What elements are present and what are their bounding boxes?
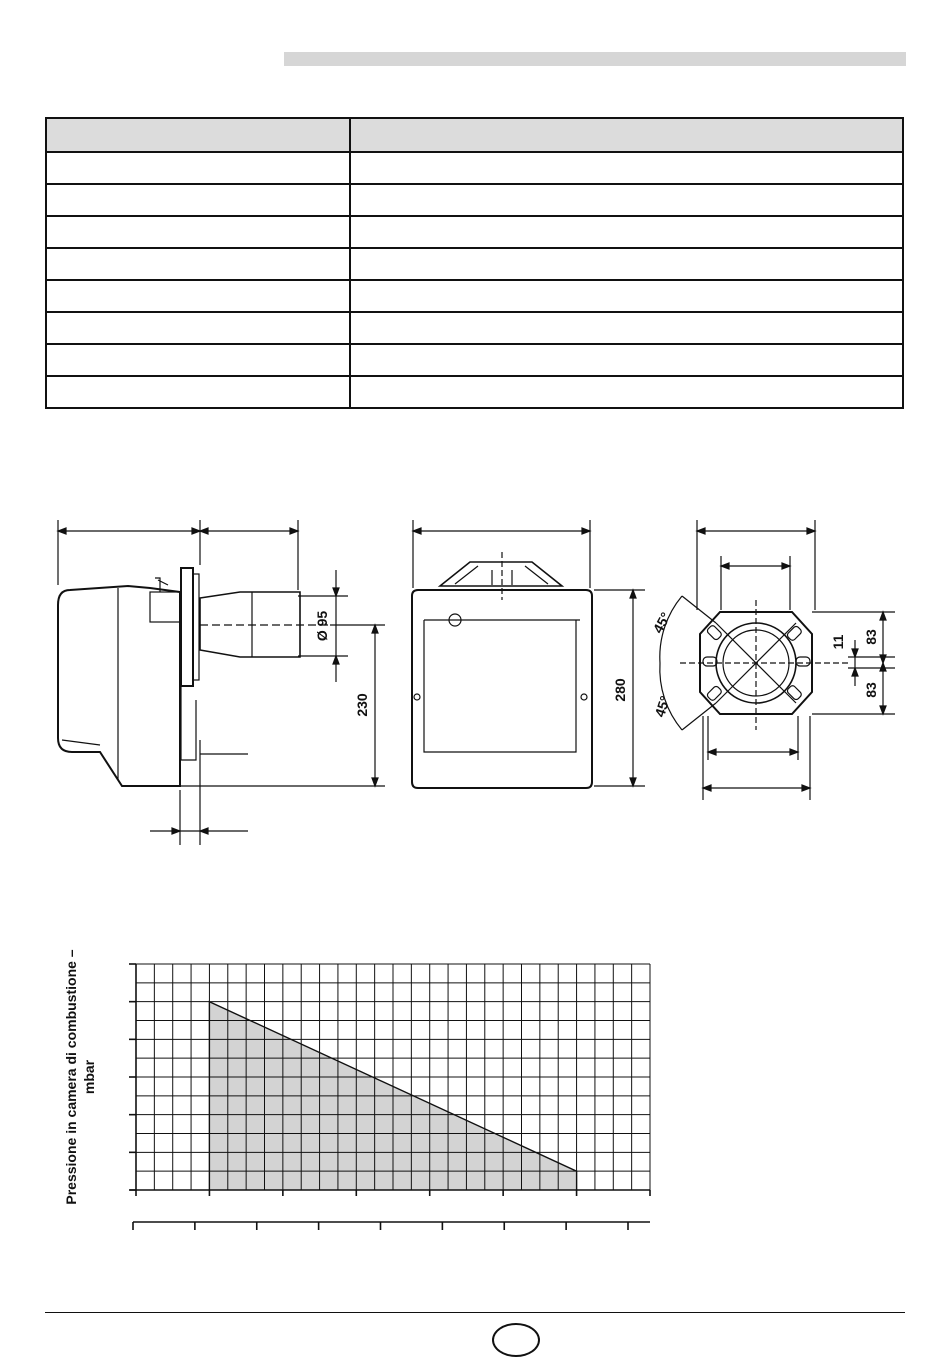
pressure-chart — [129, 964, 650, 1230]
dimension-83-lower: 83 — [863, 682, 879, 698]
footer-rule — [45, 1312, 905, 1313]
angle-bottom-label: 45° — [651, 693, 674, 719]
dimension-diameter: Ø 95 — [314, 610, 330, 642]
dimension-280: 280 — [612, 678, 628, 702]
dimension-11: 11 — [830, 634, 846, 650]
burner-front-view — [412, 520, 645, 788]
chart-x-ticks — [136, 1190, 650, 1196]
angle-top-label: 45° — [649, 609, 674, 636]
chart-y-ticks — [129, 964, 136, 1190]
chart-secondary-x-ticks — [133, 1222, 628, 1230]
chart-y-axis-label: Pressione in camera di combustione – mbar — [63, 949, 97, 1205]
flange-view — [650, 520, 895, 800]
dimension-230: 230 — [354, 693, 370, 717]
dimension-83-upper: 83 — [863, 629, 879, 645]
page-number-badge — [492, 1323, 540, 1357]
burner-side-view — [58, 520, 385, 845]
